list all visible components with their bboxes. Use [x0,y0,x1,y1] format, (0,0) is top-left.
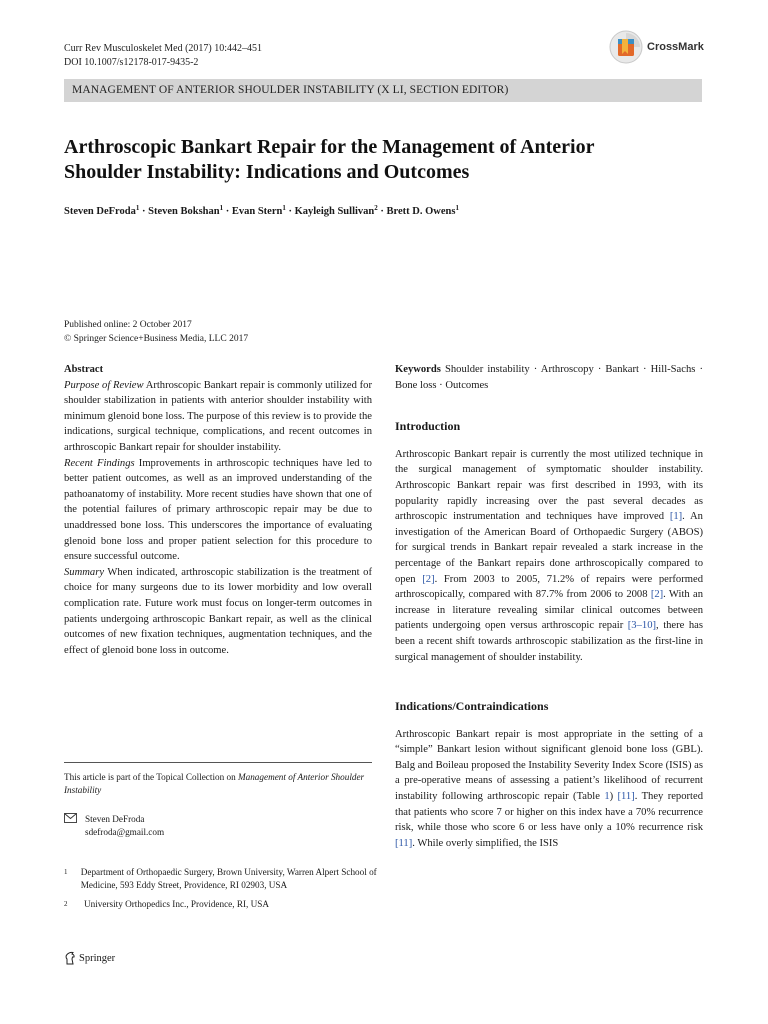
summary-label: Summary [64,566,105,578]
author-name[interactable]: Brett D. Owens [386,206,456,217]
citation-link[interactable]: [2] [422,573,435,585]
topical-collection-name: Management of Anterior Shoulder Instability [64,772,365,795]
doi[interactable]: DOI 10.1007/s12178-017-9435-2 [64,57,199,68]
copyright: © Springer Science+Business Media, LLC 2017 [64,334,249,344]
intro-text: . An investigation of the American Board of Orthopaedic Surgery (ABOS) for surgical trends in Bankart repair revealed a stark increase in the percentage of the Bankart repairs done arthroscopically compared to open [395,511,703,585]
abstract-summary [64,565,372,659]
affiliations [64,866,379,917]
author-list: Steven DeFroda$^1$ · Steven Bokshan$^1$ · Evan Stern$^1$ · Kayleigh Sullivan$^2$ · Brett D. Owens$^1$ [64,204,459,217]
indications-heading: Indications/Contraindications [395,699,549,714]
author-name[interactable]: Steven Bokshan [148,206,220,217]
intro-text: . From 2003 to 2005, 71.2% of repairs were performed arthroscopically, compared with 87.7% from 2006 to 2008 [395,573,703,601]
springer-horse-icon [64,951,76,965]
section-banner: MANAGEMENT OF ANTERIOR SHOULDER INSTABILITY (X LI, SECTION EDITOR) [64,79,702,102]
envelope-icon [64,813,77,839]
title-line-2: Shoulder Instability: Indications and Outcomes [64,161,470,183]
purpose-label: Purpose of Review [64,379,144,391]
journal-header [64,42,262,70]
citation-link[interactable]: [11] [617,791,635,803]
author-name[interactable]: Kayleigh Sullivan [294,206,375,217]
findings-label: Recent Findings [64,457,135,469]
crossmark-badge[interactable] [609,30,704,64]
abstract-heading: Abstract [64,364,104,375]
indications-paragraph [395,727,703,852]
table-link[interactable]: 1 [604,791,610,803]
affiliation-text: Department of Orthopaedic Surgery, Brown University, Warren Alpert School of Medicine, 593 Eddy Street, Providence, RI 02903, USA [80,867,377,890]
affiliation-text: University Orthopedics Inc., Providence, RI, USA [84,899,269,909]
introduction-heading: Introduction [395,419,461,434]
corresponding-author: Steven DeFroda [85,814,145,824]
abstract-findings [64,456,372,565]
corresponding-email[interactable]: sdefroda@gmail.com [85,827,165,837]
intro-text: , there has been a recent shift towards arthroscopic stabilization as the first-line in surgical management of shoulder instability. [395,620,703,663]
publication-info [64,318,248,346]
publisher-label: Springer [79,952,116,964]
citation-link[interactable]: [11] [395,837,413,849]
keywords-text: Shoulder instability · Arthroscopy · Bankart · Hill-Sachs · Bone loss · Outcomes [395,364,703,391]
keywords-heading: Keywords [395,364,441,375]
affiliation-number: 1 [64,868,68,876]
crossmark-icon [609,30,643,64]
author-affiliation-mark: 2 [374,204,378,212]
affiliation-item [64,898,379,911]
findings-text: Improvements in arthroscopic techniques have led to better patient outcomes, as well as an improved understanding of the pathoanatomy of instability. More recent studies have shown that one of the potential failures of primary arthroscopic repair may be due to unaddressed bone loss. This underscores the importance of evaluating glenoid bone loss and proper patient selection for this procedure to ensure successful outcome. [64,457,372,563]
affiliation-item [64,866,379,892]
crossmark-label: CrossMark [647,41,704,53]
correspondence [64,813,164,839]
affiliation-number: 2 [64,900,68,908]
author-affiliation-mark: 1 [135,204,140,212]
keywords [395,362,703,393]
author-name[interactable]: Steven DeFroda [64,206,136,217]
intro-text: . With an increase in literature revealing similar clinical outcomes between patients undergoing open versus arthroscopic repair [395,589,703,632]
summary-text: When indicated, arthroscopic stabilization is the treatment of choice for many surgeons due to its lower morbidity and low overall complication rate. Future work must focus on longer-term outcomes in patients undergoing arthroscopic Bankart repair, as well as the clinical outcomes of new fixation techniques, augmentation techniques, and the effect of glenoid bone loss in outcome. [64,566,372,656]
left-column [64,362,372,658]
indications-text: Arthroscopic Bankart repair is most appropriate in the setting of a “simple” Bankart lesion without significant glenoid bone loss (GBL). Balg and Boileau proposed the Instability Severity Index Score (ISIS) as a pre-operative means of assessing a patient’s likelihood of recurrent instability following arthroscopic repair (Table [395,728,703,803]
title-line-1: Arthroscopic Bankart Repair for the Management of Anterior [64,136,595,158]
indications-text: . They reported that patients who score 7 or higher on this index have a 70% recurrence risk, while those who score 6 or less have only a 10% recurrence risk [395,791,703,834]
journal-citation: Curr Rev Musculoskelet Med (2017) 10:442–451 [64,43,263,54]
author-affiliation-mark: 1 [282,204,286,212]
introduction-paragraph [395,447,703,665]
citation-link[interactable]: [2] [650,589,664,601]
intro-text: Arthroscopic Bankart repair is currently the most utilized technique in the surgical management of symptomatic shoulder instability. Arthroscopic Bankart repair was first described in 1993, with its popularity rapidly increasing over the past several decades as arthroscopic instrumentation and techniques have improved [395,448,703,523]
published-date: Published online: 2 October 2017 [64,320,192,330]
right-column [395,362,703,851]
author-affiliation-mark: 1 [455,204,459,212]
purpose-text: Arthroscopic Bankart repair is commonly utilized for shoulder stabilization in patients with anterior shoulder instability with minimum glenoid bone loss. The purpose of this review is to provide the indications, surgical technique, complications, and recent outcomes in arthroscopic Bankart repair for shoulder instability. [64,379,372,453]
citation-link[interactable]: [1] [669,511,683,523]
indications-text: ) [609,791,618,803]
topical-collection-note [64,762,372,797]
indications-text: . While overly simplified, the ISIS [412,837,559,849]
citation-link[interactable]: [3–10] [627,620,657,632]
author-name[interactable]: Evan Stern [231,206,283,217]
author-affiliation-mark: 1 [219,204,224,212]
article-title [64,135,704,185]
publisher-logo [64,951,115,965]
abstract-purpose [64,378,372,456]
topical-prefix: This article is part of the Topical Collection on [64,772,238,782]
